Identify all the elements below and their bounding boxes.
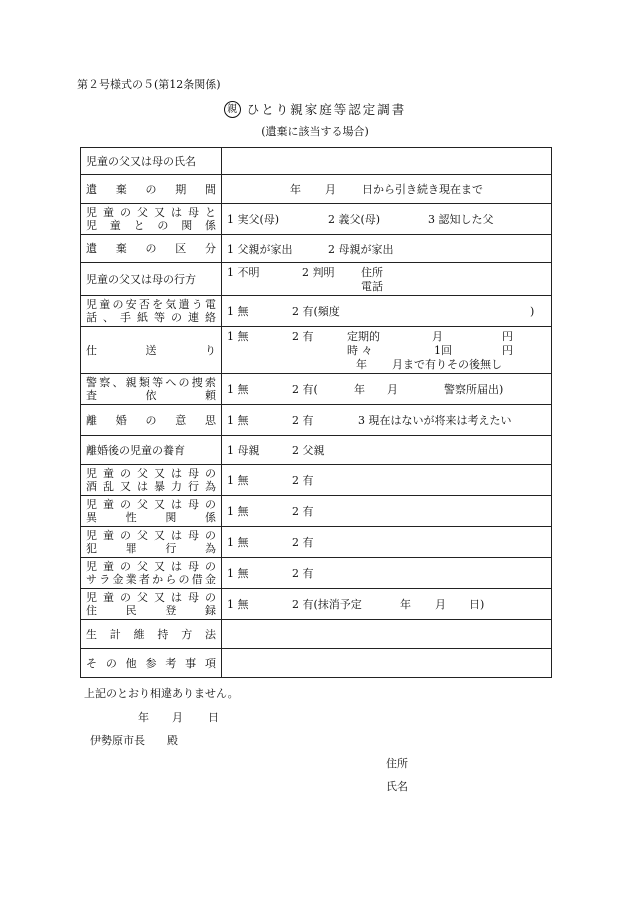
option-2[interactable]: 2 有(頻度: [292, 305, 340, 318]
occasional-label: 時 々: [347, 344, 373, 357]
year-unit: 年: [290, 183, 301, 196]
row-abandonment-type: [81, 235, 552, 263]
row-relationship: [81, 204, 552, 235]
day-unit: 日): [469, 598, 485, 611]
row-label: 仕 送 り: [81, 327, 222, 374]
option-1[interactable]: 1 実父(母): [227, 213, 280, 226]
row-label: 児童の父又は母の行方: [81, 263, 222, 296]
row-label: 児童の父又は母の氏名: [81, 148, 222, 175]
violence-field[interactable]: [222, 465, 552, 496]
row-remittance: [81, 327, 552, 374]
row-label: 児童の安否を気遣う電 話、手紙等の連絡: [81, 296, 222, 327]
once-label: 1回: [434, 344, 452, 357]
certification-table: [80, 147, 552, 678]
option-2[interactable]: 2 有(: [292, 383, 318, 396]
row-label: 生 計 維 持 方 法: [81, 620, 222, 649]
close-paren: ): [530, 305, 535, 318]
option-1[interactable]: 1 不明: [227, 266, 260, 279]
month-unit: 月: [325, 183, 336, 196]
row-contact: [81, 296, 552, 327]
date-month: 月: [172, 711, 183, 724]
until-text: 月まで有りその後無し: [392, 358, 502, 371]
row-debt: [81, 558, 552, 589]
abandonment-type-field[interactable]: [222, 235, 552, 263]
option-1[interactable]: 1 無: [227, 598, 249, 611]
option-2[interactable]: 2 有: [292, 474, 314, 487]
option-1[interactable]: 1 無: [227, 414, 249, 427]
row-label: 離婚後の児童の養育: [81, 436, 222, 465]
month-unit: 月: [432, 330, 443, 343]
row-divorce-intent: [81, 405, 552, 436]
option-2[interactable]: 2 有: [292, 505, 314, 518]
row-violence: [81, 465, 552, 496]
row-label: 児童の父又は母の 住 民 登 録: [81, 589, 222, 620]
option-2[interactable]: 2 判明: [302, 266, 335, 279]
row-label: 遺 棄 の 区 分: [81, 235, 222, 263]
applicant-name-label: 氏名: [386, 780, 408, 793]
option-1[interactable]: 1 無: [227, 474, 249, 487]
form-code: 第２号様式の５(第12条関係): [77, 78, 221, 91]
option-1[interactable]: 1 無: [227, 505, 249, 518]
abandonment-period-field[interactable]: [222, 175, 552, 204]
option-1[interactable]: 1 無: [227, 330, 249, 343]
resident-registration-field[interactable]: [222, 589, 552, 620]
date-day: 日: [208, 711, 219, 724]
row-whereabouts: [81, 263, 552, 296]
remittance-field[interactable]: [222, 327, 552, 374]
row-crime: [81, 527, 552, 558]
option-2[interactable]: 2 母親が家出: [328, 243, 394, 256]
parent-name-field[interactable]: [222, 148, 552, 175]
custody-field[interactable]: [222, 436, 552, 465]
regular-label: 定期的: [347, 330, 380, 343]
row-search-request: [81, 374, 552, 405]
phone-label: 電話: [361, 280, 383, 293]
row-label: 遺 棄 の 期 間: [81, 175, 222, 204]
year-unit: 年: [356, 358, 367, 371]
option-2[interactable]: 2 有: [292, 567, 314, 580]
title-text: ひとり親家庭等認定調書: [246, 102, 407, 117]
option-2[interactable]: 2 有(抹消予定: [292, 598, 362, 611]
certification-statement: 上記のとおり相違ありません。: [84, 687, 239, 700]
row-label: 児童の父又は母の 異 性 関 係: [81, 496, 222, 527]
row-livelihood: [81, 620, 552, 649]
document-title: [0, 101, 630, 118]
other-notes-field[interactable]: [222, 649, 552, 678]
addressee: 伊勢原市長 殿: [90, 734, 178, 747]
row-label: 児童の父又は母の サラ金業者からの借金: [81, 558, 222, 589]
affair-field[interactable]: [222, 496, 552, 527]
row-parent-name: [81, 148, 552, 175]
row-other-notes: [81, 649, 552, 678]
option-1[interactable]: 1 無: [227, 305, 249, 318]
row-affair: [81, 496, 552, 527]
option-1[interactable]: 1 母親: [227, 444, 260, 457]
relationship-field[interactable]: [222, 204, 552, 235]
police-report-text: 警察所届出): [444, 383, 504, 396]
option-2[interactable]: 2 有: [292, 536, 314, 549]
row-label: 児童の父又は母の 酒乱又は暴力行為: [81, 465, 222, 496]
row-abandonment-period: [81, 175, 552, 204]
option-1[interactable]: 1 無: [227, 383, 249, 396]
divorce-intent-field[interactable]: [222, 405, 552, 436]
row-label: 児童の父又は母の 犯 罪 行 為: [81, 527, 222, 558]
address-label: 住所: [361, 266, 383, 279]
option-3[interactable]: 3 現在はないが将来は考えたい: [358, 414, 512, 427]
row-label: 離 婚 の 意 思: [81, 405, 222, 436]
search-request-field[interactable]: [222, 374, 552, 405]
document-subtitle: (遺棄に該当する場合): [261, 125, 369, 138]
month-unit: 月: [435, 598, 446, 611]
option-1[interactable]: 1 父親が家出: [227, 243, 293, 256]
row-resident-registration: [81, 589, 552, 620]
row-label: 警察、親類等への捜索 査 依 頼: [81, 374, 222, 405]
row-label: 児童の父又は母と 児童との関係: [81, 204, 222, 235]
debt-field[interactable]: [222, 558, 552, 589]
year-unit: 年: [354, 383, 365, 396]
month-unit: 月: [387, 383, 398, 396]
yen-unit: 円: [502, 330, 513, 343]
option-2[interactable]: 2 有: [292, 330, 314, 343]
crime-field[interactable]: [222, 527, 552, 558]
option-2[interactable]: 2 父親: [292, 444, 325, 457]
year-unit: 年: [400, 598, 411, 611]
livelihood-field[interactable]: [222, 620, 552, 649]
circled-oya-mark: 親: [224, 101, 241, 118]
whereabouts-field[interactable]: [222, 263, 552, 296]
option-3[interactable]: 3 認知した父: [428, 213, 494, 226]
contact-field[interactable]: [222, 296, 552, 327]
option-1[interactable]: 1 無: [227, 567, 249, 580]
applicant-address-label: 住所: [386, 757, 408, 770]
yen-unit: 円: [502, 344, 513, 357]
period-text: 日から引き続き現在まで: [362, 183, 483, 196]
option-2[interactable]: 2 有: [292, 414, 314, 427]
option-2[interactable]: 2 義父(母): [328, 213, 381, 226]
row-custody: [81, 436, 552, 465]
option-1[interactable]: 1 無: [227, 536, 249, 549]
date-year: 年: [138, 711, 149, 724]
row-label: そ の 他 参 考 事 項: [81, 649, 222, 678]
